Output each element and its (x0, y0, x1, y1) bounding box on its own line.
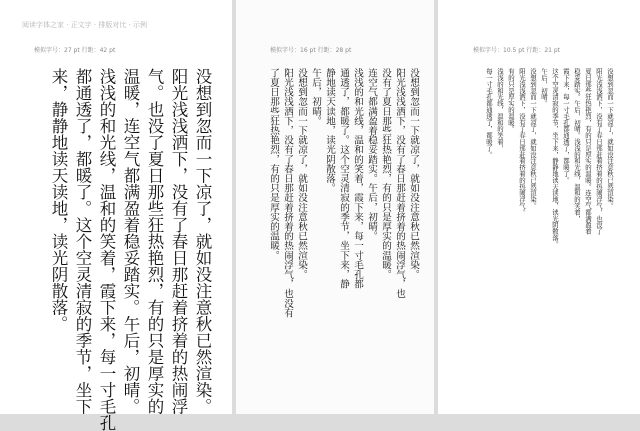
text-column: 都通透了，都暖了。这个空灵清寂的季节，坐下 (73, 68, 92, 415)
text-column: 气。也没了夏日那些狂热艳烈，有的只是厚实的 (145, 68, 164, 415)
text-column: 午后，初晴。 (310, 68, 321, 126)
text-column: 没想到忽而一下就凉了，就如没注意秋已然渲染。 (606, 68, 614, 209)
text-column: 夏日那些狂热艳烈，有的只是厚实的温暖。连空气都满盈着 (584, 68, 592, 235)
text-column: 没想到忽而一下凉了，就如没注意秋已然渲染。 (193, 68, 212, 415)
text-column: 阳光浅浅洒下，没有了春日那赶着挤着的热闹浮气，也没了 (595, 68, 603, 235)
text-column: 连空气都满盈着稳妥踏实。午后，初晴。 (366, 68, 377, 241)
text-column: 午后，初晴。 (540, 68, 548, 107)
text-column: 了夏日那些狂热艳烈，有的只是厚实的温暖。 (268, 68, 279, 260)
text-column: 浅浅的和光线，温和的笑着， (496, 68, 504, 152)
text-column: 温暖，连空气都满盈着稳妥踏实。午后，初晴。 (121, 68, 140, 415)
text-column: 阳光浅浅洒下，没有了春日那赶着挤着的热闹浮 (169, 68, 188, 415)
panel-2-meta: 模拟字号：16 pt 行距：28 pt (270, 47, 352, 54)
text-column: 来，静静地读天读地，读光阴散落。 (49, 68, 68, 332)
panel-1-meta: 模拟字号：27 pt 行距：42 pt (34, 47, 116, 54)
text-column: 没想到忽而一下就凉了，就如没注意秋已然渲染。 (529, 68, 537, 209)
text-column: 有的只是厚实的温暖。 (507, 68, 515, 132)
text-column: 阳光浅浅洒下，没有了春日那赶着挤着的热闹浮气。 (518, 68, 526, 216)
text-column: 通透了，都暖了。这个空灵清寂的季节，坐下来，静 (338, 68, 349, 289)
text-column: 静地读天读地，读光阴散落。 (324, 68, 335, 193)
text-column: 阳光浅浅洒下，没有了春日那赶着挤着的热闹浮气，也 (394, 68, 405, 299)
page-title: 阅读字体之家 · 正文字 · 排版对比 · 示例 (22, 21, 148, 29)
text-column: 这个空灵清寂的季节，坐下来，静静地读天读地，读光阴散落。 (551, 68, 559, 248)
text-column: 没想到忽而一下就凉了，就如没注意秋已然渲染。 (296, 68, 307, 280)
text-column: 每一寸毛孔都通透了，都暖了。 (485, 68, 493, 158)
text-column: 阳光浅浅洒下，没有了春日那赶着挤着的热闹浮气，也没有 (282, 68, 293, 318)
text-column: 没有了夏日那些狂热艳烈，有的只是厚实的温暖。 (380, 68, 391, 280)
text-column: 没想到忽而一下就凉了，就如没注意秋已然渲染。 (408, 68, 419, 280)
text-column: 霞下来，每一寸毛孔都通透了，都暖了。 (562, 68, 570, 184)
text-column: 浅浅的和光线，温和的笑着，霞下来，每一寸毛孔都 (352, 68, 363, 289)
text-column: 稳妥踏实。午后，初晴。浅浅的和光线，温和的笑着， (573, 68, 581, 222)
panel-3-meta: 模拟字号：10.5 pt 行距：21 pt (473, 47, 561, 54)
text-column: 浅浅的和光线，温和的笑着，霞下来，每一寸毛孔 (97, 68, 116, 431)
